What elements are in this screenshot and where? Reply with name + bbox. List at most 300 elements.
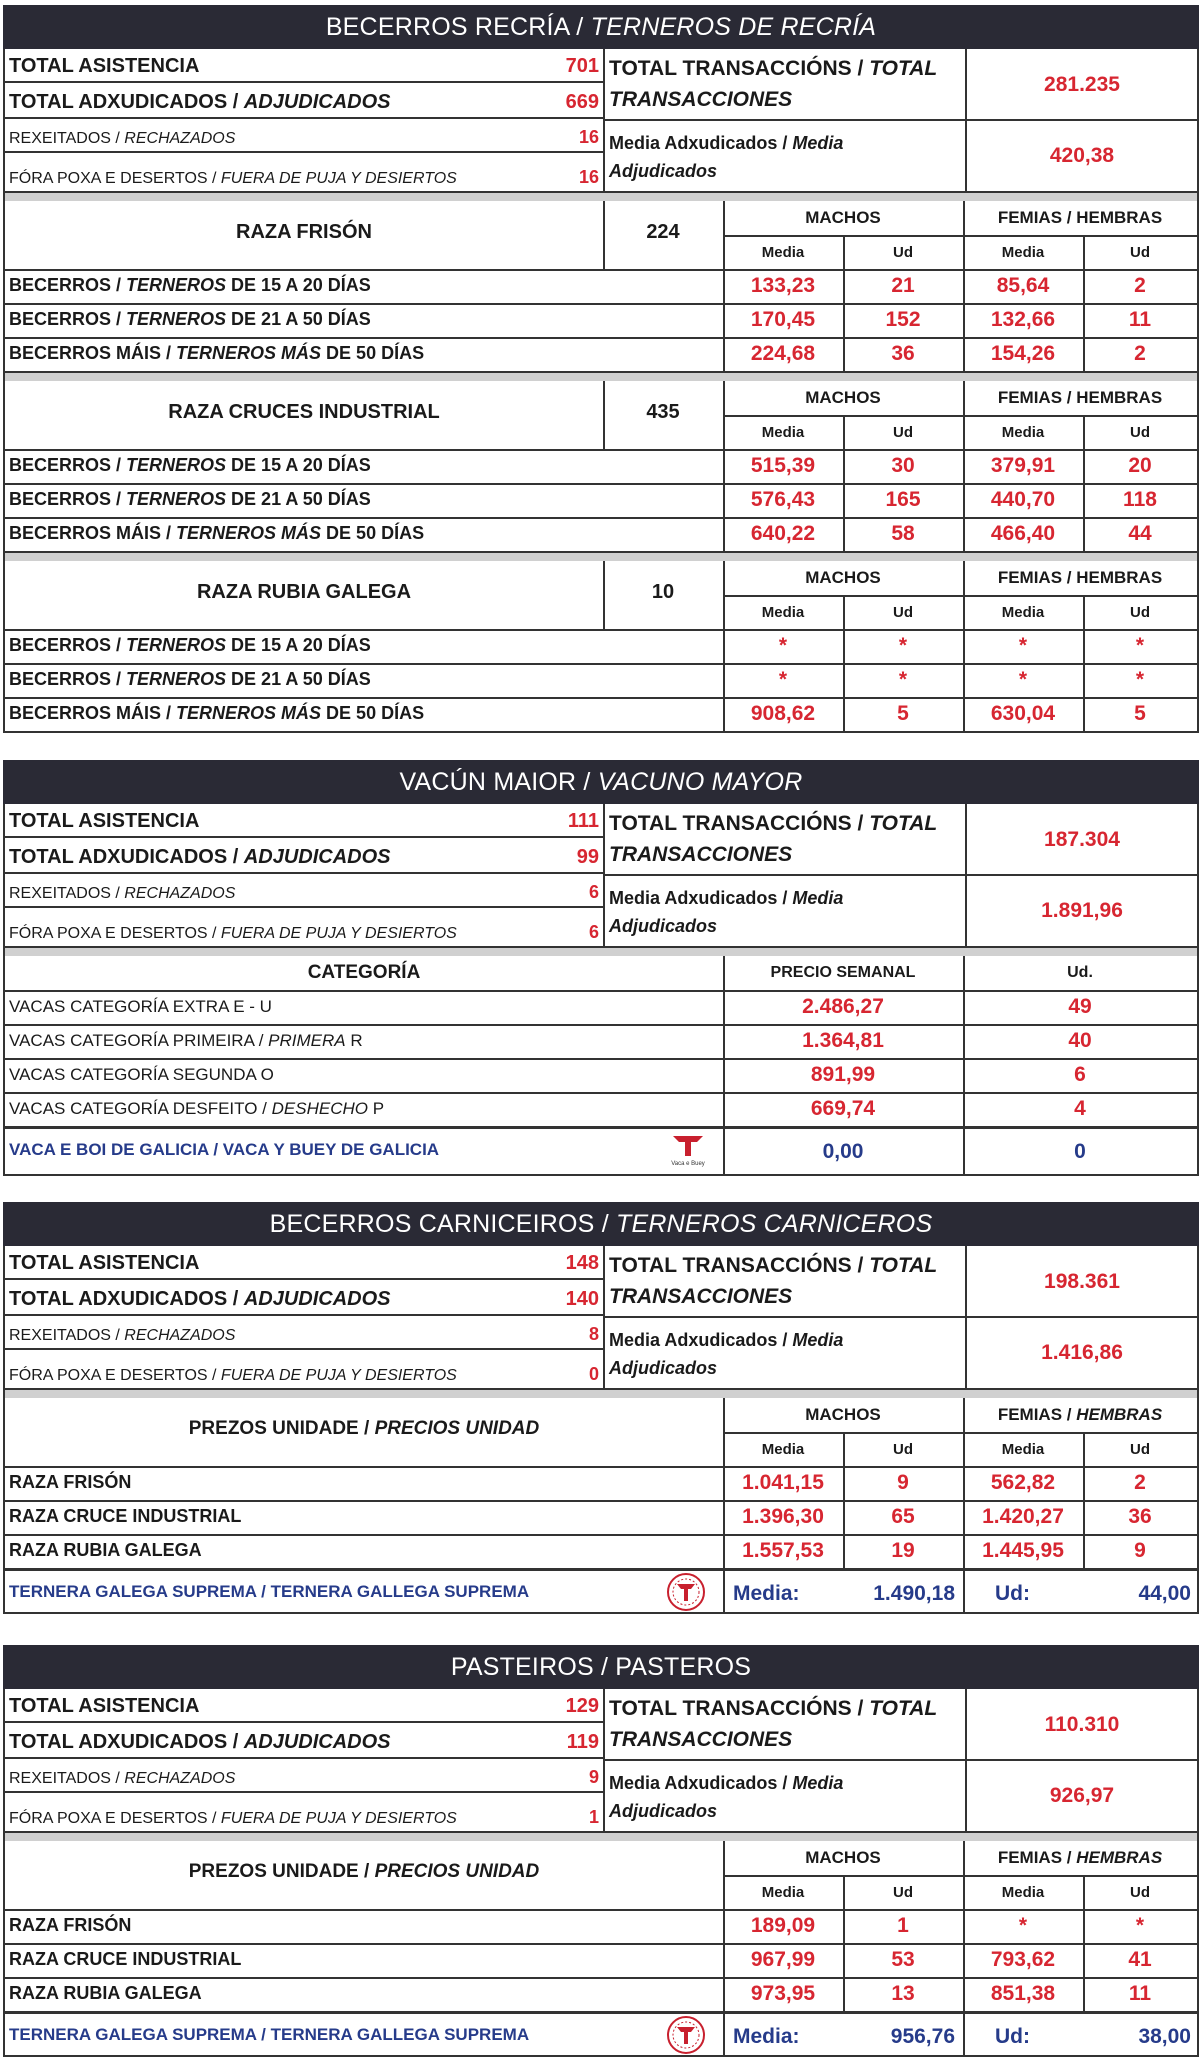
text-fragment: VACÚN MAIOR / (399, 768, 598, 796)
text-fragment: BECERROS / (9, 455, 127, 475)
separator (3, 193, 1199, 201)
grid-line (5, 269, 1197, 271)
awarded-row (5, 1280, 603, 1316)
sub-header: Media (761, 1441, 805, 1458)
text-fragment: TOTAL TRANSACCIÓNS / (609, 1697, 870, 1720)
text-fragment: TRANSACCIONES (609, 1285, 793, 1308)
text-fragment: Media (792, 1773, 844, 1793)
text-fragment: Adjudicados (609, 1358, 718, 1378)
galicia-ud: 0 (1074, 1140, 1086, 1163)
attendance-row (5, 1246, 603, 1280)
value-cell: 165 (885, 488, 921, 511)
prices-grid (3, 1841, 1199, 2057)
avg-value: 1.416,86 (965, 1318, 1197, 1388)
value-cell: 1.420,27 (982, 1505, 1064, 1528)
value-cell: 973,95 (750, 1982, 816, 2005)
machos-header: MACHOS (805, 388, 881, 407)
sub-header: Media (1001, 424, 1045, 441)
text-fragment: TOTAL ASISTENCIA (9, 1252, 200, 1274)
grid-line (723, 1875, 1197, 1877)
sub-header: Ud (1130, 424, 1150, 441)
value-cell: 53 (891, 1948, 915, 1971)
value-cell: 379,91 (990, 454, 1056, 477)
attendance-value: 148 (565, 1252, 599, 1274)
sub-header: Ud (893, 244, 913, 261)
sub-header: Media (1001, 604, 1045, 621)
grid-line (723, 235, 1197, 237)
text-fragment: TOTAL (869, 812, 938, 835)
outbid-row (5, 1793, 603, 1831)
text-fragment: FUERA DE PUJA Y DESIERTOS (220, 925, 457, 942)
value-cell: 170,45 (750, 308, 816, 331)
machos-header: MACHOS (805, 1405, 881, 1424)
text-fragment: BECERROS / (9, 669, 127, 689)
suprema-label: TERNERA GALEGA SUPREMA / TERNERA GALLEGA SUPREMA (9, 2025, 530, 2044)
avg-value: 1.891,96 (965, 876, 1197, 946)
outbid-value: 6 (588, 922, 599, 942)
value-cell: 133,23 (750, 274, 816, 297)
text-fragment: BECERROS / (9, 309, 127, 329)
text-fragment: BECERROS / (9, 275, 127, 295)
section-title (3, 1202, 1199, 1246)
sub-header: Media (761, 424, 805, 441)
ud-label: Ud: (995, 1582, 1030, 1605)
femias-header: FEMIAS / HEMBRAS (997, 208, 1163, 227)
grid-line (5, 449, 1197, 451)
text-fragment: TOTAL TRANSACCIÓNS / (609, 812, 870, 835)
text-fragment: PRECIOS UNIDAD (374, 1861, 540, 1882)
value-cell: 2 (1134, 342, 1146, 365)
text-fragment: ADJUDICADOS (243, 846, 391, 868)
breed-row-label: RAZA FRISÓN (9, 1472, 132, 1492)
grid-line (5, 337, 1197, 339)
value-cell: 30 (891, 454, 915, 477)
value-cell: * (1018, 634, 1028, 657)
sub-header: Ud (893, 424, 913, 441)
category-label (9, 1031, 363, 1051)
text-fragment: DE 21 A 50 DÍAS (226, 669, 371, 689)
text-fragment: BECERROS RECRÍA / (325, 13, 591, 41)
femias-header (963, 1848, 1197, 1868)
svg-text:Vaca e Buey: Vaca e Buey (671, 1161, 705, 1167)
text-fragment: Adjudicados (609, 916, 718, 936)
text-fragment: BECERROS / (9, 489, 127, 509)
text-fragment: TRANSACCIONES (609, 88, 793, 111)
avg-value: 926,97 (965, 1761, 1197, 1831)
outbid-value: 1 (588, 1807, 599, 1827)
rejected-row (5, 1759, 603, 1793)
text-fragment: RECHAZADOS (124, 130, 236, 147)
awarded-value: 119 (566, 1731, 599, 1753)
value-cell: * (1135, 634, 1145, 657)
section-title: PASTEIROS / PASTEROS (3, 1645, 1199, 1689)
grid-line (5, 1568, 1197, 1571)
sub-header: Media (1001, 244, 1045, 261)
grid-line (5, 1466, 1197, 1468)
value-cell: 154,26 (990, 342, 1056, 365)
avg-label (603, 1761, 965, 1831)
grid-line (5, 1024, 1197, 1026)
separator (3, 373, 1199, 381)
breed-name: RAZA RUBIA GALEGA (196, 581, 412, 603)
text-fragment (9, 130, 235, 148)
value-cell: 515,39 (750, 454, 816, 477)
grid-line (5, 2011, 1197, 2014)
text-fragment: TOTAL ASISTENCIA (9, 1695, 200, 1717)
value-cell: 11 (1128, 308, 1152, 331)
text-fragment: VACUNO MAYOR (597, 768, 803, 796)
rejected-value: 16 (578, 127, 599, 147)
text-fragment (9, 1770, 235, 1788)
summary-block (3, 1246, 1199, 1390)
grid-line (5, 483, 1197, 485)
summary-block (3, 1689, 1199, 1833)
text-fragment: TOTAL ASISTENCIA (9, 55, 200, 77)
value-cell: 630,04 (990, 702, 1056, 725)
age-row-label (9, 455, 371, 476)
text-fragment: TERNEROS MÁS (176, 703, 322, 723)
value-cell: 2 (1134, 274, 1146, 297)
text-fragment: TOTAL ADXUDICADOS / (9, 1288, 244, 1310)
text-fragment: BECERROS CARNICEIROS / (269, 1210, 616, 1238)
attendance-row (5, 804, 603, 838)
breed-row-label: RAZA FRISÓN (9, 1915, 132, 1935)
value-cell: 440,70 (990, 488, 1056, 511)
value-cell: * (1018, 1914, 1028, 1937)
value-cell: 1.445,95 (982, 1539, 1064, 1562)
text-fragment: PRIMERA (268, 1031, 346, 1050)
text-fragment: DE 15 A 20 DÍAS (226, 275, 371, 295)
text-fragment: TERNEROS CARNICEROS (615, 1210, 933, 1238)
text-fragment: DESHECHO (271, 1099, 368, 1118)
rejected-value: 6 (588, 882, 599, 902)
text-fragment: REXEITADOS / (9, 1770, 125, 1787)
text-fragment: VACAS CATEGORÍA EXTRA E - U (9, 997, 272, 1016)
value-cell: 19 (891, 1539, 915, 1562)
ud-label: Ud: (995, 2025, 1030, 2048)
sub-header: Ud (1130, 1441, 1150, 1458)
text-fragment: TRANSACCIONES (609, 1728, 793, 1751)
sub-header: Ud (893, 1884, 913, 1901)
transactions-value: 110.310 (965, 1689, 1197, 1761)
text-fragment: TERNEROS MÁS (176, 343, 322, 363)
text-fragment: Media (792, 1330, 844, 1350)
text-fragment: TERNEROS MÁS (176, 523, 322, 543)
femias-header: FEMIAS / HEMBRAS (997, 388, 1163, 407)
text-fragment (9, 846, 391, 869)
value-cell: 851,38 (990, 1982, 1056, 2005)
text-fragment (9, 1327, 235, 1345)
breed-table (3, 381, 1199, 553)
value-cell: 13 (891, 1982, 915, 2005)
text-fragment: FÓRA POXA E DESERTOS / (9, 1810, 221, 1827)
text-fragment: TERNEROS (126, 455, 227, 475)
text-fragment: BECERROS MÁIS / (9, 343, 177, 363)
category-label (9, 997, 272, 1017)
breed-row-label: RAZA CRUCE INDUSTRIAL (9, 1506, 242, 1526)
text-fragment (9, 885, 235, 903)
grid-line (5, 629, 1197, 631)
media-label: Media: (733, 2025, 800, 2048)
value-cell: 2 (1134, 1471, 1146, 1494)
value-cell: 36 (1128, 1505, 1152, 1528)
value-cell: 640,22 (750, 522, 816, 545)
media-label: Media: (733, 1582, 800, 1605)
value-cell: 793,62 (990, 1948, 1056, 1971)
avg-label (603, 1318, 965, 1388)
grid-line (5, 1977, 1197, 1979)
sub-header: Ud (893, 604, 913, 621)
rejected-value: 9 (588, 1767, 599, 1787)
price-header: PRECIO SEMANAL (770, 964, 916, 981)
value-cell: 58 (891, 522, 915, 545)
value-cell: 152 (885, 308, 921, 331)
section-title (3, 760, 1199, 804)
avg-value: 420,38 (965, 121, 1197, 191)
grid-line (723, 415, 1197, 417)
text-fragment (9, 925, 457, 943)
text-fragment: HEMBRAS (1076, 1405, 1163, 1424)
breed-count: 10 (651, 581, 675, 603)
value-cell: 9 (897, 1471, 909, 1494)
text-fragment (9, 1367, 457, 1385)
text-fragment: FEMIAS / (997, 1848, 1077, 1867)
suprema-seal-icon (663, 1572, 709, 1617)
prices-title (5, 1861, 723, 1883)
galicia-label: VACA E BOI DE GALICIA / VACA Y BUEY DE GALICIA (9, 1140, 440, 1159)
summary-block (3, 49, 1199, 193)
age-row-label (9, 489, 371, 510)
rejected-row (5, 1316, 603, 1350)
avg-label (603, 876, 965, 946)
prices-grid (3, 1398, 1199, 1614)
awarded-value: 140 (565, 1288, 599, 1310)
value-cell: 132,66 (990, 308, 1056, 331)
outbid-value: 0 (588, 1364, 599, 1384)
outbid-row (5, 153, 603, 191)
age-row-label (9, 635, 371, 656)
separator (3, 1833, 1199, 1841)
value-cell: * (898, 634, 908, 657)
text-fragment: TOTAL ADXUDICADOS / (9, 846, 244, 868)
grid-line (5, 1092, 1197, 1094)
rejected-row (5, 119, 603, 153)
attendance-row (5, 1689, 603, 1723)
text-fragment: TOTAL TRANSACCIÓNS / (609, 1254, 870, 1277)
grid-line (723, 1432, 1197, 1434)
age-row-label (9, 669, 371, 690)
breed-table (3, 561, 1199, 733)
breed-tables (3, 201, 1199, 733)
value-cell: 41 (1128, 1948, 1152, 1971)
grid-line (5, 1058, 1197, 1060)
text-fragment: DE 50 DÍAS (321, 343, 425, 363)
ud-header: Ud. (1067, 964, 1093, 981)
category-ud: 6 (1074, 1063, 1086, 1086)
value-cell: 85,64 (996, 274, 1050, 297)
value-cell: 562,82 (990, 1471, 1056, 1494)
grid-line (5, 1126, 1197, 1129)
breed-count: 435 (646, 401, 680, 423)
separator (3, 948, 1199, 956)
category-price: 1.364,81 (802, 1029, 884, 1052)
text-fragment: Media Adxudicados / (609, 1330, 793, 1350)
age-row-label (9, 309, 371, 330)
attendance-value: 701 (565, 55, 599, 77)
text-fragment: TOTAL (869, 57, 938, 80)
sub-header: Media (761, 604, 805, 621)
text-fragment: TOTAL ADXUDICADOS / (9, 91, 244, 113)
transactions-value: 281.235 (965, 49, 1197, 121)
outbid-value: 16 (578, 167, 599, 187)
grid-line (5, 697, 1197, 699)
grid-line (723, 595, 1197, 597)
breed-table (3, 201, 1199, 373)
category-label (9, 1065, 274, 1085)
separator (3, 1390, 1199, 1398)
sub-header: Ud (1130, 604, 1150, 621)
text-fragment: VACAS CATEGORÍA PRIMEIRA / (9, 1031, 269, 1050)
text-fragment (9, 1288, 391, 1311)
breed-row-label: RAZA RUBIA GALEGA (9, 1983, 202, 2003)
text-fragment: PREZOS UNIDADE / (188, 1418, 375, 1439)
machos-header: MACHOS (805, 568, 881, 587)
sub-header: Media (761, 244, 805, 261)
text-fragment: DE 50 DÍAS (321, 523, 425, 543)
value-cell: 967,99 (750, 1948, 816, 1971)
breed-row-label: RAZA RUBIA GALEGA (9, 1540, 202, 1560)
section-pasteiros (3, 1645, 1199, 2057)
text-fragment: ADJUDICADOS (243, 1288, 391, 1310)
text-fragment: P (367, 1099, 385, 1118)
value-cell: 1.557,53 (742, 1539, 824, 1562)
text-fragment: PRECIOS UNIDAD (374, 1418, 540, 1439)
ud-value: 44,00 (1138, 1582, 1191, 1605)
transactions-value: 198.361 (965, 1246, 1197, 1318)
awarded-row (5, 838, 603, 874)
value-cell: 44 (1128, 522, 1152, 545)
femias-header: FEMIAS / HEMBRAS (997, 568, 1163, 587)
value-cell: 1 (897, 1914, 909, 1937)
text-fragment: Media Adxudicados / (609, 1773, 793, 1793)
value-cell: 224,68 (750, 342, 816, 365)
transactions-label (603, 1246, 965, 1318)
sub-header: Media (1001, 1884, 1045, 1901)
text-fragment: RECHAZADOS (124, 885, 236, 902)
sub-header: Media (761, 1884, 805, 1901)
text-fragment: TOTAL TRANSACCIÓNS / (609, 57, 870, 80)
prices-title (5, 1418, 723, 1440)
sub-header: Ud (1130, 1884, 1150, 1901)
category-header: CATEGORÍA (307, 962, 421, 983)
sub-header: Media (1001, 1441, 1045, 1458)
category-price: 891,99 (810, 1063, 876, 1086)
grid-line (5, 1534, 1197, 1536)
text-fragment: Media (792, 888, 844, 908)
value-cell: 908,62 (750, 702, 816, 725)
prices-table (3, 1398, 1199, 1614)
breed-name: RAZA CRUCES INDUSTRIAL (168, 401, 440, 423)
transactions-label (603, 804, 965, 876)
text-fragment: TOTAL ADXUDICADOS / (9, 1731, 244, 1753)
age-row-label (9, 523, 424, 544)
text-fragment: REXEITADOS / (9, 885, 125, 902)
text-fragment: ADJUDICADOS (243, 91, 391, 113)
text-fragment: Adjudicados (609, 1801, 718, 1821)
age-row-label (9, 275, 371, 296)
text-fragment: DE 15 A 20 DÍAS (226, 455, 371, 475)
vaca-buey-logo (667, 1132, 709, 1175)
value-cell: 9 (1134, 1539, 1146, 1562)
value-cell: 576,43 (750, 488, 816, 511)
value-cell: 20 (1128, 454, 1152, 477)
breed-row-label: RAZA CRUCE INDUSTRIAL (9, 1949, 242, 1969)
value-cell: 5 (897, 702, 909, 725)
value-cell: 5 (1134, 702, 1146, 725)
text-fragment: R (345, 1031, 363, 1050)
text-fragment: TERNEROS (126, 275, 227, 295)
attendance-value: 111 (567, 810, 599, 832)
grid-line (5, 517, 1197, 519)
outbid-row (5, 1350, 603, 1388)
text-fragment: FUERA DE PUJA Y DESIERTOS (220, 170, 457, 187)
value-cell: 11 (1128, 1982, 1152, 2005)
suprema-seal-icon (663, 2015, 709, 2060)
awarded-row (5, 83, 603, 119)
text-fragment: TOTAL (869, 1254, 938, 1277)
text-fragment: Adjudicados (609, 161, 718, 181)
text-fragment: VACAS CATEGORÍA SEGUNDA O (9, 1065, 274, 1084)
awarded-row (5, 1723, 603, 1759)
value-cell: * (1135, 1914, 1145, 1937)
text-fragment: FÓRA POXA E DESERTOS / (9, 925, 221, 942)
text-fragment: DE 21 A 50 DÍAS (226, 309, 371, 329)
text-fragment (9, 91, 391, 114)
text-fragment: TERNEROS DE RECRÍA (590, 13, 877, 41)
rejected-value: 8 (588, 1324, 599, 1344)
text-fragment: ADJUDICADOS (243, 1731, 391, 1753)
category-price: 2.486,27 (802, 995, 884, 1018)
summary-block (3, 804, 1199, 948)
avg-label (603, 121, 965, 191)
value-cell: * (1135, 668, 1145, 691)
rejected-row (5, 874, 603, 908)
text-fragment: TERNEROS (126, 635, 227, 655)
text-fragment: BECERROS / (9, 635, 127, 655)
awarded-value: 669 (565, 91, 599, 113)
value-cell: * (778, 668, 788, 691)
value-cell: 189,09 (750, 1914, 816, 1937)
suprema-label: TERNERA GALEGA SUPREMA / TERNERA GALLEGA SUPREMA (9, 1582, 530, 1601)
text-fragment: FÓRA POXA E DESERTOS / (9, 170, 221, 187)
text-fragment: TERNEROS (126, 309, 227, 329)
breed-count: 224 (646, 221, 680, 243)
outbid-row (5, 908, 603, 946)
grid-line (5, 990, 1197, 992)
grid-line (5, 1909, 1197, 1911)
media-value: 1.490,18 (873, 1582, 955, 1605)
text-fragment: TRANSACCIONES (609, 843, 793, 866)
text-fragment: FUERA DE PUJA Y DESIERTOS (220, 1810, 457, 1827)
text-fragment: TERNEROS (126, 489, 227, 509)
text-fragment: Media Adxudicados / (609, 888, 793, 908)
transactions-label (603, 49, 965, 121)
galicia-price: 0,00 (822, 1140, 864, 1163)
value-cell: 1.041,15 (742, 1471, 824, 1494)
value-cell: 21 (891, 274, 915, 297)
value-cell: 65 (891, 1505, 915, 1528)
section-carniceiros (3, 1202, 1199, 1614)
